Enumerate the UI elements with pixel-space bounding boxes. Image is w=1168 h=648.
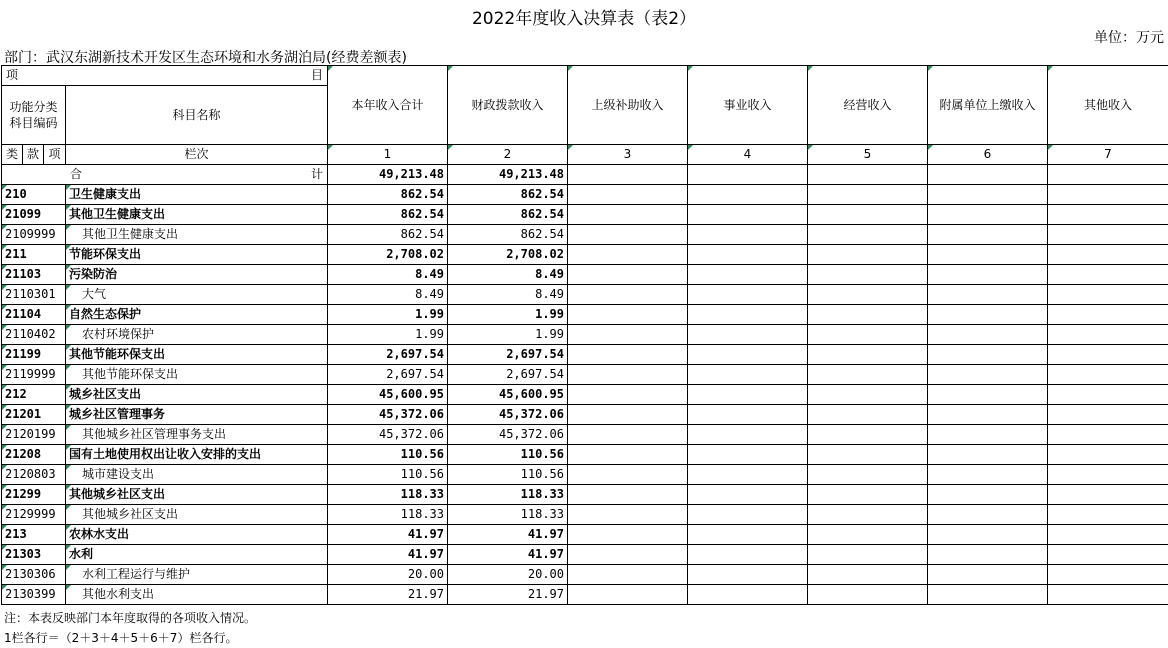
row-v3 <box>568 545 688 565</box>
row-v4 <box>688 345 808 365</box>
row-v2: 862.54 <box>448 185 568 205</box>
row-v7 <box>1048 265 1168 285</box>
row-v1: 110.56 <box>328 445 448 465</box>
total-label <box>2 165 328 185</box>
row-v4 <box>688 205 808 225</box>
row-v4 <box>688 485 808 505</box>
row-v2: 41.97 <box>448 545 568 565</box>
row-v2: 8.49 <box>448 285 568 305</box>
unit-label: 单位：万元 <box>1094 27 1164 47</box>
row-code: 21199 <box>2 345 66 365</box>
row-code: 2110402 <box>2 325 66 345</box>
row-v3 <box>568 585 688 605</box>
row-v2: 110.56 <box>448 445 568 465</box>
row-v4 <box>688 445 808 465</box>
row-v6 <box>928 585 1048 605</box>
col-header-2: 财政拨款收入 <box>448 66 568 145</box>
row-v2: 2,697.54 <box>448 345 568 365</box>
row-name: 其他卫生健康支出 <box>66 225 328 245</box>
row-v1: 41.97 <box>328 525 448 545</box>
row-code: 21201 <box>2 405 66 425</box>
row-v3 <box>568 485 688 505</box>
row-v1: 118.33 <box>328 505 448 525</box>
col-num-2: 2 <box>448 145 568 165</box>
department-label: 部门：武汉东湖新技术开发区生态环境和水务湖泊局(经费差额表) <box>4 47 407 67</box>
total-v5 <box>808 165 928 185</box>
row-v5 <box>808 445 928 465</box>
row-code: 2129999 <box>2 505 66 525</box>
row-name: 其他节能环保支出 <box>66 365 328 385</box>
row-v7 <box>1048 525 1168 545</box>
row-v6 <box>928 445 1048 465</box>
row-v1: 862.54 <box>328 205 448 225</box>
row-v7 <box>1048 325 1168 345</box>
total-v6 <box>928 165 1048 185</box>
row-v4 <box>688 285 808 305</box>
table-row <box>2 265 1168 285</box>
table-row <box>2 185 1168 205</box>
row-v6 <box>928 225 1048 245</box>
table-row <box>2 385 1168 405</box>
table-row <box>2 565 1168 585</box>
row-v7 <box>1048 185 1168 205</box>
row-v7 <box>1048 465 1168 485</box>
col-header-1: 本年收入合计 <box>328 66 448 145</box>
note-1: 注：本表反映部门本年度取得的各项收入情况。 <box>4 608 256 628</box>
row-v3 <box>568 425 688 445</box>
row-code: 211 <box>2 245 66 265</box>
row-name: 农林水支出 <box>66 525 328 545</box>
row-v6 <box>928 485 1048 505</box>
table-row <box>2 465 1168 485</box>
row-v5 <box>808 325 928 345</box>
row-v7 <box>1048 505 1168 525</box>
col-num-3: 3 <box>568 145 688 165</box>
row-name: 自然生态保护 <box>66 305 328 325</box>
row-v2: 45,372.06 <box>448 425 568 445</box>
col-num-1: 1 <box>328 145 448 165</box>
total-v2: 49,213.48 <box>448 165 568 185</box>
table-row <box>2 445 1168 465</box>
kuan-header: 款 <box>23 145 44 165</box>
row-v6 <box>928 385 1048 405</box>
row-v5 <box>808 545 928 565</box>
row-name: 其他城乡社区支出 <box>66 485 328 505</box>
row-v4 <box>688 545 808 565</box>
row-name: 节能环保支出 <box>66 245 328 265</box>
row-v1: 20.00 <box>328 565 448 585</box>
row-v7 <box>1048 285 1168 305</box>
row-code: 21104 <box>2 305 66 325</box>
row-v6 <box>928 365 1048 385</box>
row-v4 <box>688 325 808 345</box>
row-v6 <box>928 545 1048 565</box>
row-v1: 1.99 <box>328 325 448 345</box>
notes <box>4 608 256 648</box>
row-v6 <box>928 505 1048 525</box>
table-row <box>2 325 1168 345</box>
row-v2: 21.97 <box>448 585 568 605</box>
row-v5 <box>808 505 928 525</box>
row-code: 21099 <box>2 205 66 225</box>
row-v2: 118.33 <box>448 505 568 525</box>
row-v3 <box>568 445 688 465</box>
row-name: 污染防治 <box>66 265 328 285</box>
row-v5 <box>808 585 928 605</box>
mu-label: 目 <box>311 66 323 85</box>
row-v5 <box>808 245 928 265</box>
row-name: 其他城乡社区支出 <box>66 505 328 525</box>
row-code: 210 <box>2 185 66 205</box>
row-v7 <box>1048 585 1168 605</box>
row-code: 2120199 <box>2 425 66 445</box>
row-v2: 45,600.95 <box>448 385 568 405</box>
row-v6 <box>928 285 1048 305</box>
table-row <box>2 225 1168 245</box>
row-v4 <box>688 185 808 205</box>
row-v3 <box>568 385 688 405</box>
total-v3 <box>568 165 688 185</box>
row-code: 212 <box>2 385 66 405</box>
row-v7 <box>1048 365 1168 385</box>
row-v3 <box>568 185 688 205</box>
row-v5 <box>808 565 928 585</box>
row-name: 卫生健康支出 <box>66 185 328 205</box>
row-code: 21303 <box>2 545 66 565</box>
table-row <box>2 345 1168 365</box>
row-v5 <box>808 525 928 545</box>
row-v3 <box>568 405 688 425</box>
row-v5 <box>808 405 928 425</box>
row-v3 <box>568 245 688 265</box>
row-v1: 21.97 <box>328 585 448 605</box>
row-v5 <box>808 365 928 385</box>
row-v4 <box>688 525 808 545</box>
row-v3 <box>568 285 688 305</box>
row-code: 2130399 <box>2 585 66 605</box>
row-v2: 8.49 <box>448 265 568 285</box>
row-v3 <box>568 325 688 345</box>
row-v6 <box>928 265 1048 285</box>
table-row <box>2 305 1168 325</box>
total-v7 <box>1048 165 1168 185</box>
row-v3 <box>568 505 688 525</box>
row-code: 21103 <box>2 265 66 285</box>
table-row <box>2 505 1168 525</box>
total-v1: 49,213.48 <box>328 165 448 185</box>
row-v5 <box>808 465 928 485</box>
total-row <box>2 165 1168 185</box>
row-v7 <box>1048 425 1168 445</box>
row-v5 <box>808 205 928 225</box>
col-header-3: 上级补助收入 <box>568 66 688 145</box>
col-header-6: 附属单位上缴收入 <box>928 66 1048 145</box>
row-v6 <box>928 345 1048 365</box>
subject-name-header: 科目名称 <box>66 86 328 145</box>
col-num-7: 7 <box>1048 145 1168 165</box>
table-row <box>2 285 1168 305</box>
xiang-mu-header <box>2 66 328 86</box>
row-v5 <box>808 485 928 505</box>
row-name: 城乡社区支出 <box>66 385 328 405</box>
row-v2: 1.99 <box>448 305 568 325</box>
row-v2: 118.33 <box>448 485 568 505</box>
row-name: 农村环境保护 <box>66 325 328 345</box>
row-v6 <box>928 405 1048 425</box>
row-code: 2130306 <box>2 565 66 585</box>
row-v1: 45,372.06 <box>328 425 448 445</box>
xiang-header: 项 <box>44 145 66 165</box>
col-num-4: 4 <box>688 145 808 165</box>
table-row <box>2 245 1168 265</box>
row-v7 <box>1048 225 1168 245</box>
row-v2: 862.54 <box>448 205 568 225</box>
total-v4 <box>688 165 808 185</box>
row-code: 213 <box>2 525 66 545</box>
row-code: 2110301 <box>2 285 66 305</box>
row-v1: 41.97 <box>328 545 448 565</box>
table-row <box>2 525 1168 545</box>
row-v4 <box>688 505 808 525</box>
row-v7 <box>1048 565 1168 585</box>
total-he: 合 <box>70 165 82 184</box>
row-v5 <box>808 345 928 365</box>
row-name: 国有土地使用权出让收入安排的支出 <box>66 445 328 465</box>
row-v7 <box>1048 445 1168 465</box>
lei-header: 类 <box>2 145 23 165</box>
row-v7 <box>1048 245 1168 265</box>
row-v7 <box>1048 485 1168 505</box>
row-v3 <box>568 265 688 285</box>
row-v5 <box>808 305 928 325</box>
row-v4 <box>688 425 808 445</box>
col-header-7: 其他收入 <box>1048 66 1168 145</box>
row-v3 <box>568 345 688 365</box>
row-v4 <box>688 405 808 425</box>
row-v5 <box>808 225 928 245</box>
row-v4 <box>688 385 808 405</box>
row-v1: 862.54 <box>328 225 448 245</box>
table-row <box>2 405 1168 425</box>
row-code: 21299 <box>2 485 66 505</box>
row-v6 <box>928 245 1048 265</box>
row-v4 <box>688 265 808 285</box>
total-ji: 计 <box>311 165 323 184</box>
row-code: 21208 <box>2 445 66 465</box>
row-v6 <box>928 465 1048 485</box>
row-v3 <box>568 205 688 225</box>
row-v6 <box>928 425 1048 445</box>
header-row-1 <box>2 66 1168 86</box>
row-v2: 45,372.06 <box>448 405 568 425</box>
row-v3 <box>568 365 688 385</box>
col-header-4: 事业收入 <box>688 66 808 145</box>
row-v5 <box>808 425 928 445</box>
row-v4 <box>688 365 808 385</box>
income-table <box>1 65 1168 605</box>
table-row <box>2 545 1168 565</box>
row-v2: 2,697.54 <box>448 365 568 385</box>
row-v7 <box>1048 305 1168 325</box>
header-row-4 <box>2 145 1168 165</box>
row-v1: 1.99 <box>328 305 448 325</box>
row-code: 2109999 <box>2 225 66 245</box>
row-v6 <box>928 185 1048 205</box>
row-v5 <box>808 385 928 405</box>
table-row <box>2 485 1168 505</box>
func-code-header: 功能分类科目编码 <box>2 86 66 145</box>
row-v7 <box>1048 385 1168 405</box>
row-name: 水利 <box>66 545 328 565</box>
row-v6 <box>928 205 1048 225</box>
row-name: 其他卫生健康支出 <box>66 205 328 225</box>
row-v3 <box>568 525 688 545</box>
row-v2: 2,708.02 <box>448 245 568 265</box>
row-v7 <box>1048 405 1168 425</box>
table-row <box>2 205 1168 225</box>
report-title: 2022年度收入决算表（表2） <box>0 4 1168 29</box>
row-name: 城乡社区管理事务 <box>66 405 328 425</box>
table-row <box>2 585 1168 605</box>
row-v1: 8.49 <box>328 285 448 305</box>
row-v4 <box>688 245 808 265</box>
row-code: 2120803 <box>2 465 66 485</box>
row-v4 <box>688 565 808 585</box>
row-v6 <box>928 325 1048 345</box>
row-v4 <box>688 225 808 245</box>
row-v1: 2,697.54 <box>328 365 448 385</box>
row-v1: 110.56 <box>328 465 448 485</box>
row-v6 <box>928 565 1048 585</box>
row-name: 城市建设支出 <box>66 465 328 485</box>
row-v1: 862.54 <box>328 185 448 205</box>
row-v3 <box>568 465 688 485</box>
row-name: 其他水利支出 <box>66 585 328 605</box>
row-v1: 2,708.02 <box>328 245 448 265</box>
row-v1: 2,697.54 <box>328 345 448 365</box>
col-num-5: 5 <box>808 145 928 165</box>
row-v3 <box>568 225 688 245</box>
col-num-6: 6 <box>928 145 1048 165</box>
note-2: 1栏各行＝（2＋3＋4＋5＋6＋7）栏各行。 <box>4 628 256 648</box>
table-row <box>2 425 1168 445</box>
row-v4 <box>688 465 808 485</box>
row-v5 <box>808 185 928 205</box>
row-v3 <box>568 565 688 585</box>
row-v5 <box>808 285 928 305</box>
row-v1: 118.33 <box>328 485 448 505</box>
col-header-5: 经营收入 <box>808 66 928 145</box>
row-v4 <box>688 305 808 325</box>
lanci-header: 栏次 <box>66 145 328 165</box>
table-row <box>2 365 1168 385</box>
row-v3 <box>568 305 688 325</box>
row-v7 <box>1048 205 1168 225</box>
row-name: 水利工程运行与维护 <box>66 565 328 585</box>
row-v2: 110.56 <box>448 465 568 485</box>
row-name: 其他节能环保支出 <box>66 345 328 365</box>
row-v2: 41.97 <box>448 525 568 545</box>
row-v2: 862.54 <box>448 225 568 245</box>
row-v4 <box>688 585 808 605</box>
row-v7 <box>1048 545 1168 565</box>
row-name: 其他城乡社区管理事务支出 <box>66 425 328 445</box>
row-code: 2119999 <box>2 365 66 385</box>
row-v2: 1.99 <box>448 325 568 345</box>
row-name: 大气 <box>66 285 328 305</box>
xiang-label: 项 <box>6 66 18 85</box>
row-v6 <box>928 305 1048 325</box>
row-v7 <box>1048 345 1168 365</box>
row-v6 <box>928 525 1048 545</box>
row-v1: 45,372.06 <box>328 405 448 425</box>
row-v1: 45,600.95 <box>328 385 448 405</box>
row-v5 <box>808 265 928 285</box>
row-v2: 20.00 <box>448 565 568 585</box>
row-v1: 8.49 <box>328 265 448 285</box>
